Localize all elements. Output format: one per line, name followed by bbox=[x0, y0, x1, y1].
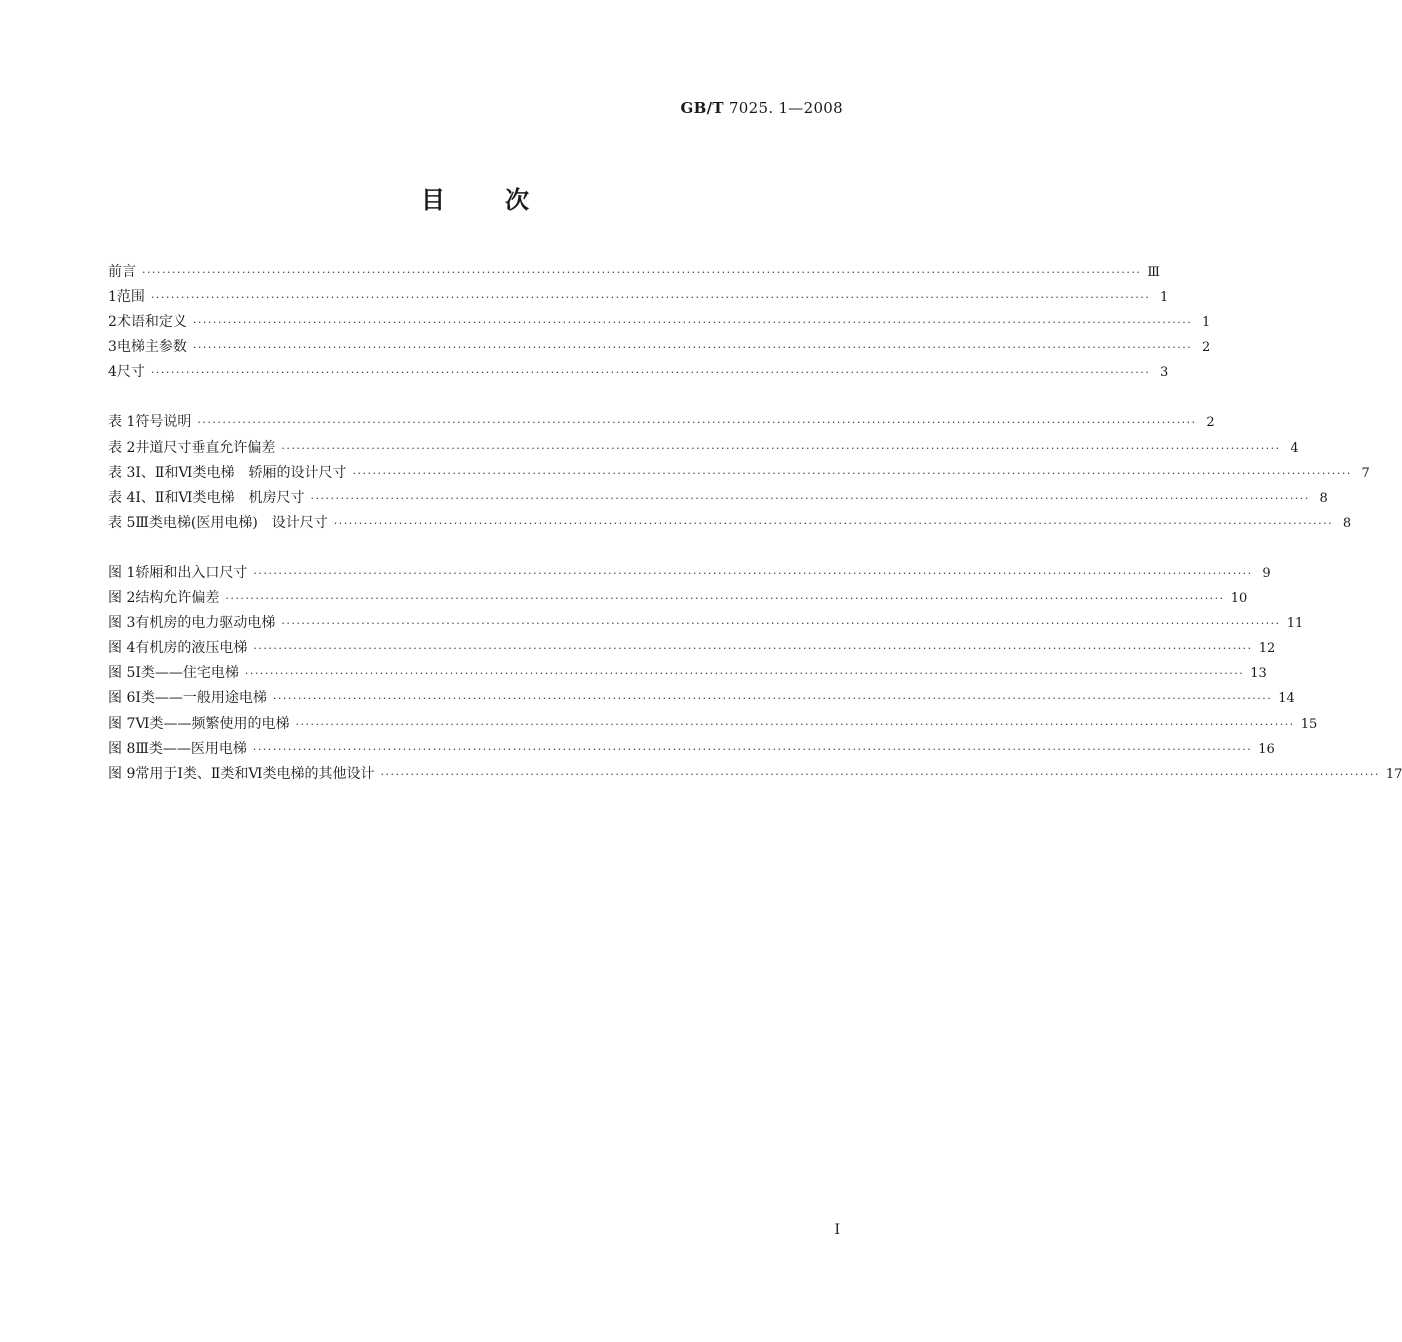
toc-entry-number: 2 bbox=[108, 314, 117, 331]
toc-entry[interactable] bbox=[108, 310, 1211, 335]
toc-entry-page: 1 bbox=[1159, 290, 1169, 306]
toc-entry-page: 8 bbox=[1342, 515, 1352, 531]
toc-entry-page: 9 bbox=[1262, 565, 1271, 581]
dot-leader: ········································································································································································································ bbox=[272, 692, 1273, 706]
toc-entry-page: 4 bbox=[1290, 440, 1299, 456]
standard-code-number: 7025. 1—2008 bbox=[723, 99, 843, 117]
toc-entry[interactable] bbox=[108, 611, 1304, 636]
toc-entry[interactable] bbox=[108, 686, 1295, 711]
toc-entry-label: Ⅲ类——医用电梯 bbox=[135, 740, 247, 757]
dot-leader: ········································································································································································································ bbox=[142, 266, 1142, 279]
dot-leader: ········································································································································································································ bbox=[281, 617, 1281, 631]
toc-entry-page: 8 bbox=[1319, 490, 1328, 506]
dot-leader: ········································································································································································································ bbox=[150, 366, 1151, 380]
toc-entry[interactable] bbox=[108, 410, 1215, 435]
dot-leader: ········································································································································································································ bbox=[380, 767, 1380, 781]
toc-entry-label: Ⅰ类——住宅电梯 bbox=[135, 665, 239, 682]
dot-leader: ········································································································································································································ bbox=[310, 491, 1310, 505]
dot-leader: ········································································································································································································ bbox=[192, 316, 1193, 330]
dot-leader: ········································································································································································································ bbox=[253, 566, 1253, 580]
toc-entry[interactable] bbox=[108, 360, 1169, 385]
toc-entry-label: 尺寸 bbox=[116, 364, 145, 381]
toc-entry[interactable] bbox=[108, 511, 1352, 536]
toc-entry[interactable] bbox=[108, 335, 1211, 360]
dot-leader: ········································································································································································································ bbox=[352, 466, 1352, 480]
toc-entry-number: 图 7 bbox=[108, 715, 136, 732]
toc-entry-page: 17 bbox=[1385, 766, 1402, 782]
toc-entry-number: 图 9 bbox=[108, 765, 136, 782]
dot-leader: ········································································································································································································ bbox=[197, 416, 1197, 430]
dot-leader: ········································································································································································································ bbox=[281, 441, 1281, 455]
toc-entry-number: 图 6 bbox=[108, 690, 136, 707]
toc-entry-number: 表 5 bbox=[108, 514, 136, 531]
standard-code-prefix: GB/T bbox=[680, 99, 724, 117]
toc-entry[interactable] bbox=[108, 586, 1248, 611]
page-number: Ⅰ bbox=[834, 1222, 840, 1238]
toc-entry-number: 表 3 bbox=[108, 464, 136, 481]
toc-entry[interactable] bbox=[108, 762, 1402, 787]
page-title: 目次 bbox=[421, 186, 589, 214]
toc-entry[interactable] bbox=[108, 636, 1276, 661]
toc-entry-page: 16 bbox=[1258, 741, 1275, 757]
toc-sections bbox=[108, 260, 1211, 385]
toc-entry-label: Ⅰ、Ⅱ和Ⅵ类电梯 轿厢的设计尺寸 bbox=[135, 464, 347, 481]
standard-code bbox=[681, 99, 843, 117]
toc-entry[interactable] bbox=[108, 260, 1160, 285]
toc-entry-number: 图 5 bbox=[108, 665, 136, 682]
toc-entry-label: 符号说明 bbox=[135, 414, 192, 431]
toc-entry[interactable] bbox=[108, 436, 1299, 461]
toc-entry-label: 范围 bbox=[116, 289, 145, 306]
toc-entry-label: 前言 bbox=[108, 264, 136, 280]
toc-entry-number: 4 bbox=[108, 364, 117, 381]
toc-entry-page: 7 bbox=[1361, 465, 1370, 481]
toc-entry-page: 2 bbox=[1201, 340, 1211, 356]
toc-entry[interactable] bbox=[108, 712, 1318, 737]
toc-entry-page: 10 bbox=[1230, 591, 1248, 607]
dot-leader: ········································································································································································································ bbox=[225, 592, 1225, 606]
toc-tables bbox=[108, 410, 1370, 535]
toc-entry-label: Ⅰ、Ⅱ和Ⅵ类电梯 机房尺寸 bbox=[135, 489, 305, 506]
toc-entry-label: Ⅰ类——一般用途电梯 bbox=[135, 690, 267, 707]
toc-entry-page: 14 bbox=[1278, 691, 1295, 707]
toc-entry-label: 有机房的液压电梯 bbox=[135, 640, 248, 657]
toc-entry[interactable] bbox=[108, 285, 1169, 310]
toc-entry-page: Ⅲ bbox=[1147, 265, 1160, 280]
toc-entry-number: 表 4 bbox=[108, 489, 136, 506]
toc-entry-label: Ⅲ类电梯(医用电梯) 设计尺寸 bbox=[135, 514, 328, 531]
dot-leader: ········································································································································································································ bbox=[150, 291, 1151, 305]
toc-entry-number: 图 8 bbox=[108, 740, 136, 757]
dot-leader: ········································································································································································································ bbox=[333, 516, 1334, 530]
toc-entry-label: 常用于Ⅰ类、Ⅱ类和Ⅵ类电梯的其他设计 bbox=[135, 765, 375, 782]
table-of-contents bbox=[108, 260, 1402, 812]
toc-entry-page: 13 bbox=[1250, 666, 1267, 682]
toc-entry-number: 1 bbox=[108, 289, 117, 306]
toc-entry-label: 术语和定义 bbox=[116, 314, 187, 331]
toc-entry-number: 图 1 bbox=[108, 564, 136, 581]
dot-leader: ········································································································································································································ bbox=[252, 742, 1253, 756]
toc-entry-number: 图 2 bbox=[108, 590, 136, 607]
toc-entry[interactable] bbox=[108, 661, 1267, 686]
toc-entry-number: 3 bbox=[108, 339, 117, 356]
toc-entry-page: 15 bbox=[1300, 716, 1318, 732]
toc-entry[interactable] bbox=[108, 486, 1328, 511]
toc-entry-number: 图 3 bbox=[108, 615, 136, 632]
toc-entry-page: 2 bbox=[1206, 415, 1215, 431]
toc-entry-label: 轿厢和出入口尺寸 bbox=[135, 564, 248, 581]
toc-entry-page: 3 bbox=[1159, 365, 1169, 381]
toc-entry-label: 电梯主参数 bbox=[116, 339, 187, 356]
toc-entry-number: 表 2 bbox=[108, 439, 136, 456]
dot-leader: ········································································································································································································ bbox=[244, 667, 1245, 681]
toc-entry-number: 表 1 bbox=[108, 414, 136, 431]
toc-entry-page: 12 bbox=[1258, 641, 1276, 657]
toc-entry-label: 结构允许偏差 bbox=[135, 590, 220, 607]
toc-entry-label: 井道尺寸垂直允许偏差 bbox=[135, 439, 276, 456]
dot-leader: ········································································································································································································ bbox=[192, 341, 1193, 355]
toc-entry-number: 图 4 bbox=[108, 640, 136, 657]
toc-entry-page: 11 bbox=[1286, 616, 1304, 632]
toc-entry[interactable] bbox=[108, 461, 1370, 486]
toc-entry-page: 1 bbox=[1201, 315, 1211, 331]
toc-entry[interactable] bbox=[108, 737, 1275, 762]
toc-entry-label: 有机房的电力驱动电梯 bbox=[135, 615, 276, 632]
dot-leader: ········································································································································································································ bbox=[253, 642, 1253, 656]
toc-figures bbox=[108, 561, 1402, 787]
dot-leader: ········································································································································································································ bbox=[295, 717, 1295, 731]
toc-entry-label: Ⅵ类——频繁使用的电梯 bbox=[135, 715, 290, 732]
toc-entry[interactable] bbox=[108, 561, 1271, 586]
